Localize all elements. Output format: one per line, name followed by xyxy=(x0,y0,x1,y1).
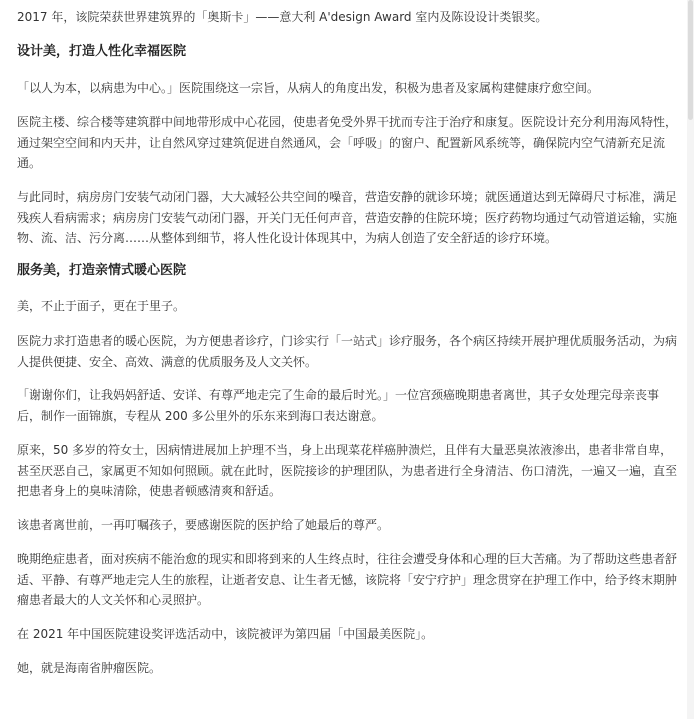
warm-hospital-paragraph: 医院力求打造患者的暖心医院，为方便患者诊疗，门诊实行「一站式」诊疗服务，各个病区持续开展护理优质服务活动，为病人提供便捷、安全、高效、满意的优质服务及人文关怀。 xyxy=(17,334,678,369)
section-heading-service: 服务美，打造亲情式暖心医院 xyxy=(17,263,187,278)
section-heading-design: 设计美，打造人性化幸福医院 xyxy=(17,44,187,59)
award-paragraph: 2017 年，该院荣获世界建筑界的「奥斯卡」——意大利 A'design Award 室内及陈设设计类银奖。 xyxy=(17,10,548,24)
people-oriented-paragraph: 「以人为本，以病患为中心。」医院围绕这一宗旨，从病人的角度出发，积极为患者及家属构建健康疗愈空间。 xyxy=(17,81,600,95)
patient-story-paragraph: 原来，50 多岁的符女士，因病情进展加上护理不当，身上出现菜花样癌肿溃烂，且伴有大量恶臭浓液渗出，患者非常自卑，甚至厌恶自己，家属更不知如何照顾。就在此时，医院接诊的护理团队，为患者进行全身清洁、伤口清洗，一遍又一遍，直至把患者身上的臭味清除，使患者顿感清爽和舒适。 xyxy=(17,443,678,498)
inner-beauty-paragraph: 美，不止于面子，更在于里子。 xyxy=(17,299,186,313)
garden-ventilation-paragraph: 医院主楼、综合楼等建筑群中间地带形成中心花园，使患者免受外界干扰而专注于治疗和康复。医院设计充分利用海风特性，通过架空空间和内天井，让自然风穿过建筑促进自然通风，会「呼吸」的窗户、配置新风系统等，确保院内空气清新充足流通。 xyxy=(17,115,678,170)
thank-you-paragraph: 「谢谢你们，让我妈妈舒适、安详、有尊严地走完了生命的最后时光。」一位宫颈癌晚期患者离世，其子女处理完母亲丧事后，制作一面锦旗，专程从 200 多公里外的乐东来到海口表达谢意。 xyxy=(17,388,660,423)
closing-paragraph: 她，就是海南省肿瘤医院。 xyxy=(17,661,162,675)
vertical-scrollbar[interactable] xyxy=(687,0,694,719)
quiet-environment-paragraph: 与此同时，病房房门安装气动闭门器，大大减轻公共空间的噪音，营造安静的就诊环境；就医通道达到无障碍尺寸标准，满足残疾人看病需求；病房房门安装气动闭门器，开关门无任何声音，营造安静的住院环境；医疗药物均通过气动管道运输，实施物、流、洁、污分离……从整体到细节，将人性化设计体现其中，为病人创造了安全舒适的诊疗环境。 xyxy=(17,190,678,245)
last-dignity-paragraph: 该患者离世前，一再叮嘱孩子，要感谢医院的医护给了她最后的尊严。 xyxy=(17,518,390,532)
scrollbar-thumb[interactable] xyxy=(688,0,693,120)
award-2021-paragraph: 在 2021 年中国医院建设奖评选活动中，该院被评为第四届「中国最美医院」。 xyxy=(17,627,434,641)
hospice-care-paragraph: 晚期绝症患者，面对疾病不能治愈的现实和即将到来的人生终点时，往往会遭受身体和心理的巨大苦痛。为了帮助这些患者舒适、平静、有尊严地走完人生的旅程，让逝者安息、让生者无憾，该院将「安宁疗护」理念贯穿在护理工作中，给予终末期肿瘤患者最大的人文关怀和心灵照护。 xyxy=(17,552,678,607)
